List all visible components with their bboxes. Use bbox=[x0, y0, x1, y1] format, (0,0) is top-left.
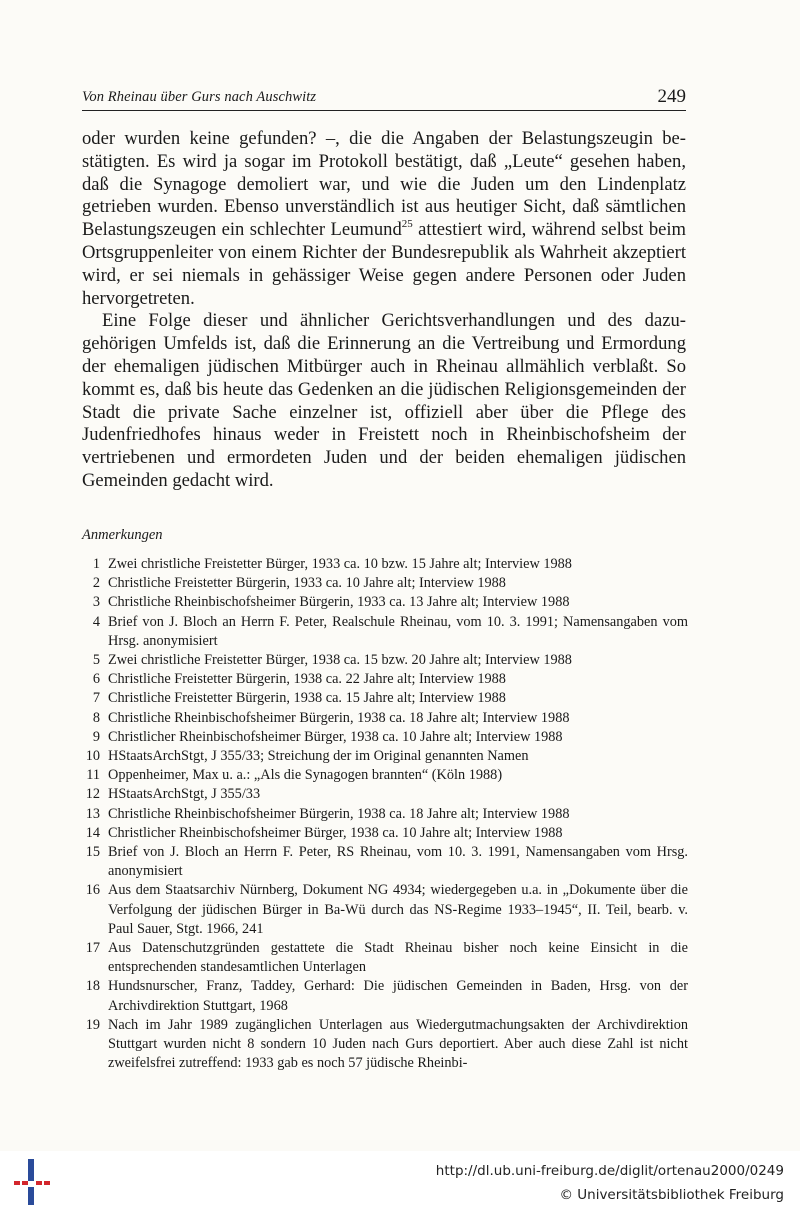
page-header bbox=[82, 82, 686, 111]
notes-list bbox=[82, 555, 688, 1073]
footnote-text: Christliche Rheinbischofsheimer Bürgerin, 1938 ca. 18 Jahre alt; Interview 1988 bbox=[108, 709, 570, 726]
running-title: Von Rheinau über Gurs nach Auschwitz bbox=[82, 89, 317, 105]
footnote-item bbox=[82, 670, 688, 689]
library-logo-icon bbox=[10, 1159, 54, 1205]
footnote-item bbox=[82, 574, 688, 593]
footnote-number: 8 bbox=[92, 709, 100, 726]
footnote-item bbox=[82, 881, 688, 939]
footnote-number: 11 bbox=[86, 767, 100, 784]
notes-heading: Anmerkungen bbox=[82, 527, 163, 543]
footnote-text: Oppenheimer, Max u. a.: „Als die Synagogen brannten“ (Köln 1988) bbox=[108, 767, 503, 784]
footnote-number: 9 bbox=[92, 728, 100, 745]
footnote-item bbox=[82, 977, 688, 1015]
footnote-number: 3 bbox=[92, 594, 100, 611]
footnote-text: Christlicher Rheinbischofsheimer Bürger, 1938 ca. 10 Jahre alt; Interview 1988 bbox=[108, 728, 563, 745]
footnote-item bbox=[82, 824, 688, 843]
footnote-number: 5 bbox=[92, 652, 100, 669]
footnote-item bbox=[82, 805, 688, 824]
footnote-number: 19 bbox=[85, 1016, 100, 1033]
footnote-number: 1 bbox=[92, 556, 100, 572]
footnote-number: 16 bbox=[85, 882, 100, 899]
footnote-number: 18 bbox=[85, 978, 100, 995]
copyright-notice: © Universitätsbibliothek Freiburg bbox=[559, 1187, 784, 1203]
footnote-item bbox=[82, 766, 688, 785]
footnote-item bbox=[82, 593, 688, 612]
footnote-text: Zwei christliche Freistetter Bürger, 1938 ca. 15 bzw. 20 Jahre alt; Interview 1988 bbox=[108, 652, 572, 669]
footnote-item bbox=[82, 1016, 688, 1074]
footnote-text: Christliche Freistetter Bürgerin, 1933 ca. 10 Jahre alt; Interview 1988 bbox=[108, 575, 506, 592]
footnote-text: Christliche Rheinbischofsheimer Bürgerin, 1938 ca. 18 Jahre alt; Interview 1988 bbox=[108, 805, 570, 822]
footnote-text: Nach im Jahr 1989 zugänglichen Unterlagen aus Wiedergutmachungsakten der Archivdirektion Stuttgart wurden nicht 8 sondern 10 Juden nach Gurs deportiert. Aber auch diese Zahl ist nicht zweifelsfrei zutreffend: 1933 gab es noch 57 jüdische Rheinbi- bbox=[108, 1016, 688, 1072]
paragraph-1 bbox=[82, 128, 686, 310]
footnote-item bbox=[82, 747, 688, 766]
footnote-text: Christlicher Rheinbischofsheimer Bürger, 1938 ca. 10 Jahre alt; Interview 1988 bbox=[108, 824, 563, 841]
footnote-text: HStaatsArchStgt, J 355/33 bbox=[108, 786, 261, 803]
footnote-text: HStaatsArchStgt, J 355/33; Streichung der im Original genannten Namen bbox=[108, 748, 529, 765]
footnote-item bbox=[82, 939, 688, 977]
footnote-number: 4 bbox=[92, 613, 100, 630]
footnote-item bbox=[82, 709, 688, 728]
paragraph-2: Eine Folge dieser und ähnlicher Gerichtsverhandlungen und des dazugehörigen Umfelds ist, daß die Erinnerung an die Vertreibung und Ermordung der ehemaligen jüdischen Mitbürger auch in Rheinau allmählich verblaßt. So kommt es, daß bis heute das Gedenken an die jüdischen Religionsgemeinden der Stadt die private Sache einzelner ist, offiziell aber über die Pflege des Judenfriedhofes hinaus weder in Freistett noch in Rheinbischofsheim der vertriebenen und ermordeten Juden und der beiden ehemaligen jüdischen Gemeinden gedacht wird. bbox=[82, 310, 686, 491]
footnote-item bbox=[82, 843, 688, 881]
footnote-number: 10 bbox=[85, 748, 100, 765]
paragraph-1-text-b: attestiert wird, während selbst beim Ortsgruppenleiter von einem Richter der Bundesrepublik als Wahrheit akzeptiert wird, er sei niemals in gehässiger Weise gegen andere Personen oder Juden hervorgetreten. bbox=[82, 219, 686, 309]
main-text bbox=[82, 128, 686, 493]
page-number: 249 bbox=[657, 86, 686, 107]
footnote-text: Aus Datenschutzgründen gestattete die Stadt Rheinau bisher noch keine Einsicht in die entsprechenden standesamtlichen Unterlagen bbox=[108, 940, 688, 976]
footnote-text: Brief von J. Bloch an Herrn F. Peter, Realschule Rheinau, vom 10. 3. 1991; Namensangaben vom Hrsg. anonymisiert bbox=[108, 613, 688, 649]
footnote-text: Brief von J. Bloch an Herrn F. Peter, RS Rheinau, vom 10. 3. 1991, Namensangaben vom Hrsg. anonymisiert bbox=[108, 844, 688, 880]
footnote-number: 6 bbox=[92, 671, 100, 688]
footnote-text: Christliche Rheinbischofsheimer Bürgerin, 1933 ca. 13 Jahre alt; Interview 1988 bbox=[108, 594, 570, 611]
footnote-number: 2 bbox=[92, 575, 100, 592]
footnote-number: 13 bbox=[85, 805, 100, 822]
footnote-text: Zwei christliche Freistetter Bürger, 1933 ca. 10 bzw. 15 Jahre alt; Interview 1988 bbox=[108, 556, 572, 572]
footnote-item bbox=[82, 555, 688, 574]
footnote-number: 15 bbox=[85, 844, 100, 861]
footnote-text: Christliche Freistetter Bürgerin, 1938 ca. 15 Jahre alt; Interview 1988 bbox=[108, 690, 506, 707]
footnote-text: Hundsnurscher, Franz, Taddey, Gerhard: Die jüdischen Gemeinden in Baden, Hrsg. von der Archivdirektion Stuttgart, 1968 bbox=[108, 978, 688, 1014]
footnote-number: 17 bbox=[85, 940, 100, 957]
footnote-number: 12 bbox=[85, 786, 100, 803]
footnote-item bbox=[82, 728, 688, 747]
footnote-text: Christliche Freistetter Bürgerin, 1938 ca. 22 Jahre alt; Interview 1988 bbox=[108, 671, 506, 688]
paragraph-1-text-a: oder wurden keine gefunden? –, die die Angaben der Belastungszeugin bestätigten. Es wird ja sogar im Protokoll bestätigt, daß „Leute“ gesehen haben, daß die Synagoge demoliert war, und wie die Juden um den Lindenplatz getrieben wurden. Ebenso unverständlich ist aus heutiger Sicht, daß sämtlichen Belastungszeugen ein schlechter Leumund bbox=[82, 128, 686, 241]
footnote-ref-25: 25 bbox=[401, 218, 413, 231]
footnote-number: 7 bbox=[92, 690, 100, 707]
source-url-link[interactable]: http://dl.ub.uni-freiburg.de/diglit/ortenau2000/0249 bbox=[435, 1163, 784, 1179]
footer-bar bbox=[0, 1151, 800, 1212]
footnote-text: Aus dem Staatsarchiv Nürnberg, Dokument NG 4934; wiedergegeben u.a. in „Dokumente über die Verfolgung der jüdischen Bürger in Ba-Wü durch das NS-Regime 1933–1945“, II. Teil, bearb. v. Paul Sauer, Stgt. 1966, 241 bbox=[108, 882, 688, 937]
footnote-item bbox=[82, 613, 688, 651]
footnote-item bbox=[82, 651, 688, 670]
footnote-number: 14 bbox=[85, 824, 100, 841]
footnote-item bbox=[82, 785, 688, 804]
footnote-item bbox=[82, 689, 688, 708]
